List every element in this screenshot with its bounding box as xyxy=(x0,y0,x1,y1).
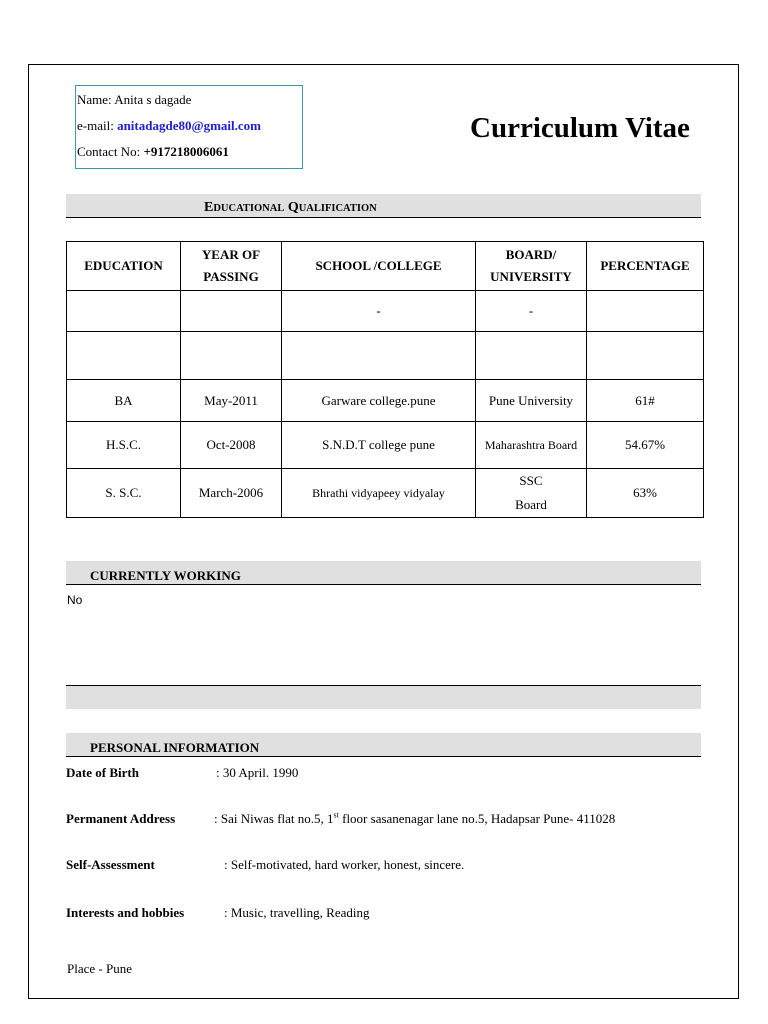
table-cell: 61# xyxy=(587,380,704,422)
working-heading: CURRENTLY WORKING xyxy=(90,568,241,583)
self-assessment-label: Self-Assessment xyxy=(66,857,155,872)
contact-box xyxy=(75,85,303,169)
table-cell: BA xyxy=(67,380,181,422)
table-cell: H.S.C. xyxy=(67,422,181,469)
education-heading-part1: DUCATIONAL xyxy=(213,203,285,214)
address-suffix: floor sasanenagar lane no.5, Hadapsar Pune- 411028 xyxy=(338,811,616,826)
contact-line xyxy=(77,139,302,165)
table-row xyxy=(67,380,704,422)
page-title: Curriculum Vitae xyxy=(470,112,690,144)
table-cell xyxy=(181,332,282,380)
header-school: SCHOOL /COLLEGE xyxy=(282,242,476,291)
contact-value: +917218006061 xyxy=(143,144,229,159)
table-cell: Garware college.pune xyxy=(282,380,476,422)
email-line xyxy=(77,113,302,139)
table-row xyxy=(67,469,704,518)
personal-section-bar xyxy=(66,733,701,757)
table-cell xyxy=(67,332,181,380)
place: Place - Pune xyxy=(67,961,132,976)
table-row xyxy=(67,332,704,380)
name-value: Anita s dagade xyxy=(114,92,192,107)
name-line xyxy=(77,87,302,113)
education-section-bar xyxy=(66,194,701,218)
table-cell xyxy=(476,332,587,380)
contact-label: Contact No: xyxy=(77,144,141,159)
table-cell: May-2011 xyxy=(181,380,282,422)
hobbies-label: Interests and hobbies xyxy=(66,905,185,920)
table-header-row xyxy=(67,242,704,291)
dob-label: Date of Birth xyxy=(66,765,139,780)
table-cell: - xyxy=(282,291,476,332)
table-cell: - xyxy=(476,291,587,332)
table-cell: Oct-2008 xyxy=(181,422,282,469)
table-cell: 54.67% xyxy=(587,422,704,469)
working-section-bar xyxy=(66,561,701,585)
table-cell xyxy=(282,332,476,380)
name-label: Name: xyxy=(77,92,112,107)
table-cell xyxy=(181,291,282,332)
education-heading-e: E xyxy=(204,200,214,215)
email-label: e-mail: xyxy=(77,118,114,133)
table-cell xyxy=(587,332,704,380)
empty-section-bar xyxy=(66,685,701,709)
header-percentage: PERCENTAGE xyxy=(587,242,704,291)
table-cell: SSC Board xyxy=(476,469,587,518)
table-cell: March-2006 xyxy=(181,469,282,518)
header-year: YEAR OF PASSING xyxy=(181,242,282,291)
education-heading-q: Q xyxy=(287,200,299,215)
personal-heading: PERSONAL INFORMATION xyxy=(90,740,260,755)
table-cell xyxy=(587,291,704,332)
table-row xyxy=(67,291,704,332)
table-cell: S.N.D.T college pune xyxy=(282,422,476,469)
address-prefix: : Sai Niwas flat no.5, 1 xyxy=(214,811,334,826)
address-label: Permanent Address xyxy=(66,811,176,826)
education-table xyxy=(66,241,704,518)
table-cell xyxy=(67,291,181,332)
table-cell: S. S.C. xyxy=(67,469,181,518)
header-board: BOARD/ UNIVERSITY xyxy=(476,242,587,291)
table-cell: Maharashtra Board xyxy=(476,422,587,469)
address-sup: st xyxy=(333,810,339,820)
table-row xyxy=(67,422,704,469)
table-cell: Bhrathi vidyapeey vidyalay xyxy=(282,469,476,518)
working-value: No xyxy=(67,593,83,607)
email-link[interactable]: anitadagde80@gmail.com xyxy=(117,118,261,133)
hobbies-value: : Music, travelling, Reading xyxy=(224,905,370,920)
self-assessment-value: : Self-motivated, hard worker, honest, sincere. xyxy=(224,857,465,872)
table-cell: 63% xyxy=(587,469,704,518)
address-value xyxy=(214,811,615,827)
education-heading xyxy=(204,200,377,217)
dob-value: : 30 April. 1990 xyxy=(216,765,299,780)
table-cell: Pune University xyxy=(476,380,587,422)
education-heading-part2: UALIFICATION xyxy=(298,203,377,214)
header-education: EDUCATION xyxy=(67,242,181,291)
